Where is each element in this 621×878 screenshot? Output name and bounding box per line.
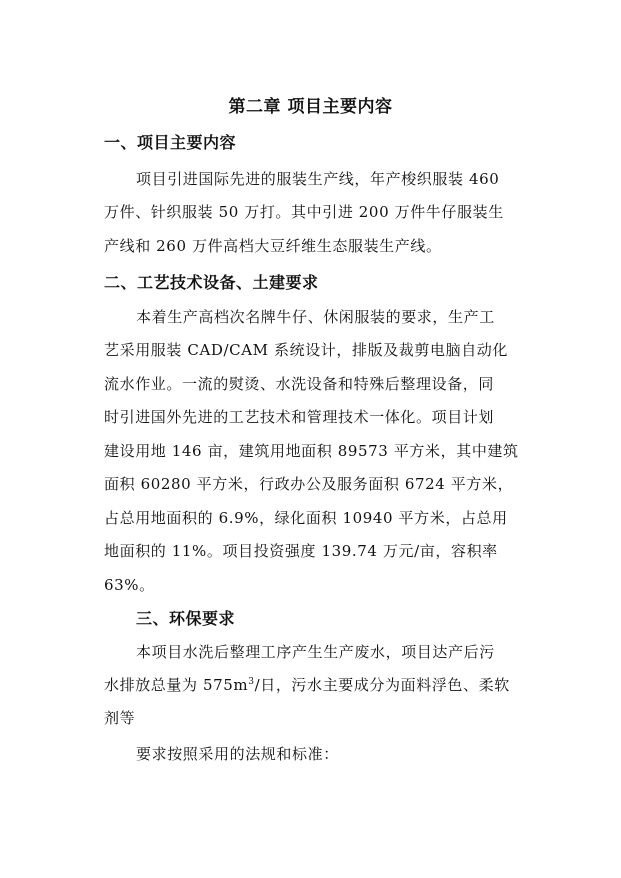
paragraph-line: 要求按照采用的法规和标准： bbox=[136, 745, 339, 763]
section-heading-2: 二、工艺技术设备、土建要求 bbox=[104, 273, 319, 292]
paragraph-line: 本着生产高档次名牌牛仔、休闲服装的要求，生产工 bbox=[136, 308, 495, 326]
chapter-title: 第二章 项目主要内容 bbox=[228, 97, 393, 117]
paragraph-line: 本项目水洗后整理工序产生生产废水，项目达产后污 bbox=[136, 643, 495, 661]
paragraph-line: 流水作业。一流的熨烫、水洗设备和特殊后整理设备，同 bbox=[104, 375, 495, 393]
paragraph-line: 剂等 bbox=[104, 709, 136, 727]
section-heading-3: 三、环保要求 bbox=[136, 609, 236, 628]
paragraph-line bbox=[104, 674, 510, 695]
paragraph-line: 占总用地面积的 6.9%，绿化面积 10940 平方米，占总用 bbox=[104, 509, 508, 527]
paragraph-line: 63%。 bbox=[104, 576, 155, 594]
paragraph-line: 地面积的 11%。项目投资强度 139.74 万元/亩，容积率 bbox=[104, 542, 498, 560]
discharge-text-rest: /日，污水主要成分为面料浮色、柔软 bbox=[254, 676, 510, 694]
paragraph-line: 产线和 260 万件高档大豆纤维生态服装生产线。 bbox=[104, 237, 442, 255]
superscript-3: 3 bbox=[248, 677, 255, 687]
section-heading-1: 一、项目主要内容 bbox=[104, 133, 237, 152]
paragraph-line: 面积 60280 平方米，行政办公及服务面积 6724 平方米， bbox=[104, 475, 514, 493]
discharge-text: 水排放总量为 575m bbox=[104, 676, 249, 694]
paragraph-line: 项目引进国际先进的服装生产线，年产梭织服装 460 bbox=[136, 170, 500, 188]
paragraph-line: 万件、针织服装 50 万打。其中引进 200 万件牛仔服装生 bbox=[104, 203, 504, 221]
paragraph-line: 建设用地 146 亩，建筑用地面积 89573 平方米，其中建筑 bbox=[104, 442, 519, 460]
paragraph-line: 时引进国外先进的工艺技术和管理技术一体化。项目计划 bbox=[104, 408, 495, 426]
paragraph-line: 艺采用服装 CAD/CAM 系统设计，排版及裁剪电脑自动化 bbox=[104, 341, 508, 359]
